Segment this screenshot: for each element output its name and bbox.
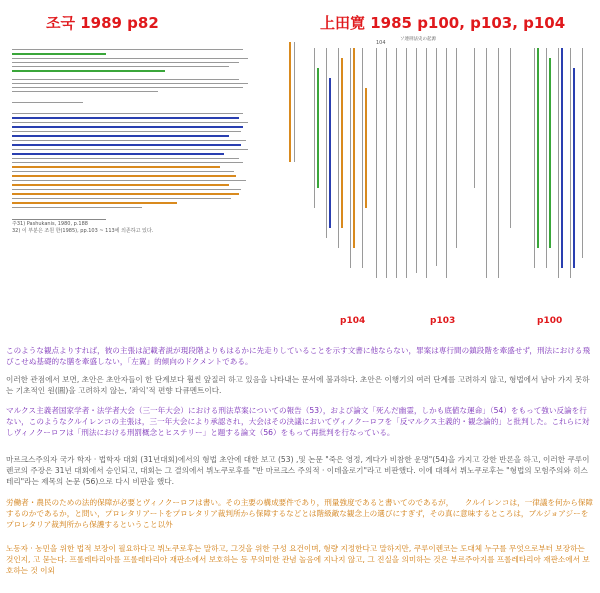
scan-vertical-text: [312, 48, 592, 288]
scan-page-number: 104: [376, 40, 386, 46]
footnote-2: 32) 이 부분은 조원 한(1985), pp.103 ~ 113에 의존하고 있다.: [12, 228, 154, 234]
scan-page-right: [284, 32, 596, 332]
paragraph-ko-3: 노동자 · 농민을 위한 법적 보장이 필요하다고 뷔노쿠로후는 말하고, 그것을 위한 구성 요건이며, 형량 지정한다고 말하지만, 쿠루이렌코는 도대체 누구를 무엇으로부터 보장하는 것인지, 고 묻는다. 프롤레타리아를 프롤레타리아 재판소에서 보호하는 등 무의미한 관념 놀음에 지나지 않고, 그 진실을 의미하는 것은 부르주아지를 프롤레타리아 재판소에서 보호하는 것 이외: [6, 544, 590, 575]
header-left: 조국 1989 p82: [46, 14, 159, 32]
paragraph-jp-3: 労働者・農民のための法的保障が必要とヴィノクーロフは書い。その主要の構成要件であり，刑量強度であると書いてのであるが， クルイレンコは，一律議を何から保障するのかであるか，と問い，プロレタリアートをプロレタリア裁判所から保障するなどとは階級敵な観念上の選びにすぎず，その真に意味するところは，ブルジョアジーをプロレタリア裁判所から保護するということ以外: [6, 498, 594, 529]
page-label-p100: p100: [537, 316, 563, 326]
footnote-1: 주31) Pashukanis, 1980, p.188: [12, 221, 88, 227]
paragraph-jp-1: このような観点よりすれば，彼の主張は記載者説が現段階よりもはるかに先走りしていることを示す文書に他ならない，罪案は専行間の鎮段階を牽盛せず，刑法における飛びこせぬ基礎的な膳を牽盛しない，「左翼」的傾向のドクメントである。: [6, 346, 591, 366]
scan-text-block: [12, 46, 248, 234]
paragraph-jp-2: マルクス主義者国家学者・法学者大会（三一年大会）における刑法草案についての報告（53），および論文「死んだ幽霊，しかも底値な運命」（54）をもって強い反論を行ない，このようなクルイレンコの主張は，三一年大会により承認され，大会はその決議においてヴィノクーロフを「反マルクス主義的・観念論的」と批判した。これらに対しヴィノクーロフは「刑法における刑罰概念とヒステリー」と題する論文（56）をもって再批判を行なっている。: [6, 406, 590, 437]
page-label-p103: p103: [430, 316, 456, 326]
scan-page-left: [4, 32, 260, 338]
scan-chapter-head: ソ連刑法史の起源: [400, 37, 436, 42]
header-right: 上田寛 1985 p100, p103, p104: [320, 14, 566, 32]
scan-side-column: [286, 32, 298, 172]
page-label-p104: p104: [340, 316, 366, 326]
paragraph-ko-1: 이러한 관점에서 보면, 초안은 초안자들이 한 단계보다 훨씬 앞질러 하고 있음을 나타내는 문서에 불과하다. 초안은 이행기의 여러 단계를 고려하지 않고, 형법에서 남아 가지 못하는 기초적인 원(圓)을 고려하지 않는, '좌익'적 편향 다큐멘트이다.: [6, 375, 590, 395]
paragraph-ko-2: 마르크스주의자 국가 학자 · 법학자 대회 (31년대회)에서의 형법 초안에 대한 보고 (53) ,및 논문 "죽은 영정, 게다가 비참한 운명"(54)을 가지고 강한 반론을 하고, 이러한 쿠루이렌코의 주장은 31년 대회에서 승인되고, 대회는 그 결의에서 뷔노쿠로후를 "반 마르크스 주의적 · 이데올로기"라고 비판했다. 이에 대해서 뷔노쿠로후는 "형법의 모험주의와 히스테리"라는 제목의 논문 (56)으로 다시 비판을 했다.: [6, 455, 590, 486]
